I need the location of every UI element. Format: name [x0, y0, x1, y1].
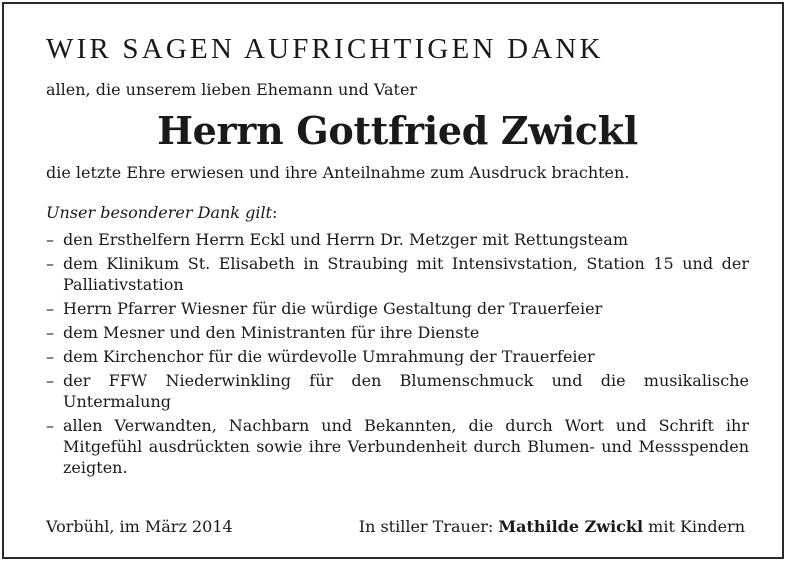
list-dash: – [46, 416, 54, 435]
list-item [46, 346, 749, 367]
list-dash: – [46, 347, 54, 366]
special-thanks-colon: : [271, 203, 278, 222]
list-item-text: den Ersthelfern Herrn Eckl und Herrn Dr. Metzger mit Rettungsteam [63, 230, 628, 249]
list-item-text: dem Mesner und den Ministranten für ihre Dienste [63, 323, 480, 342]
intro-text: allen, die unserem lieben Ehemann und Vater [46, 80, 418, 99]
mourner-name: Mathilde Zwickl [498, 517, 644, 536]
list-dash: – [46, 230, 54, 249]
list-item-text: der FFW Niederwinkling für den Blumenschmuck und die musikalische Untermalung [63, 371, 749, 411]
special-thanks-heading [46, 203, 749, 223]
mourning-prefix: In stiller Trauer: [358, 517, 494, 536]
thanks-list [46, 229, 749, 478]
list-item-text: dem Kirchenchor für die würdevolle Umrahmung der Trauerfeier [63, 347, 595, 366]
list-item [46, 253, 749, 295]
obituary-notice [2, 2, 784, 559]
place-date: Vorbühl, im März 2014 [46, 517, 233, 536]
list-dash: – [46, 299, 54, 318]
deceased-name: Herrn Gottfried Zwickl [157, 108, 638, 153]
list-item [46, 415, 749, 478]
list-dash: – [46, 254, 54, 273]
mourning-suffix: mit Kindern [648, 517, 745, 536]
list-item-text: allen Verwandten, Nachbarn und Bekannten, die durch Wort und Schrift ihr Mitgefühl ausdrückten sowie ihre Verbundenheit durch Blumen- und Messspenden zeigten. [63, 416, 749, 477]
list-item [46, 322, 749, 343]
list-item-text: dem Klinikum St. Elisabeth in Straubing mit Intensivstation, Station 15 und der Palliativstation [63, 254, 749, 294]
mourning-signature [359, 517, 745, 537]
list-dash: – [46, 323, 54, 342]
list-item-text: Herrn Pfarrer Wiesner für die würdige Gestaltung der Trauerfeier [63, 299, 603, 318]
list-dash: – [46, 371, 54, 390]
special-thanks-label: Unser besonderer Dank gilt [46, 203, 272, 222]
headline: WIR SAGEN AUFRICHTIGEN DANK [46, 33, 604, 65]
notice-content [46, 32, 749, 536]
list-item [46, 370, 749, 412]
list-item [46, 229, 749, 250]
after-name-text: die letzte Ehre erwiesen und ihre Anteilnahme zum Ausdruck brachten. [46, 163, 630, 182]
list-item [46, 298, 749, 319]
